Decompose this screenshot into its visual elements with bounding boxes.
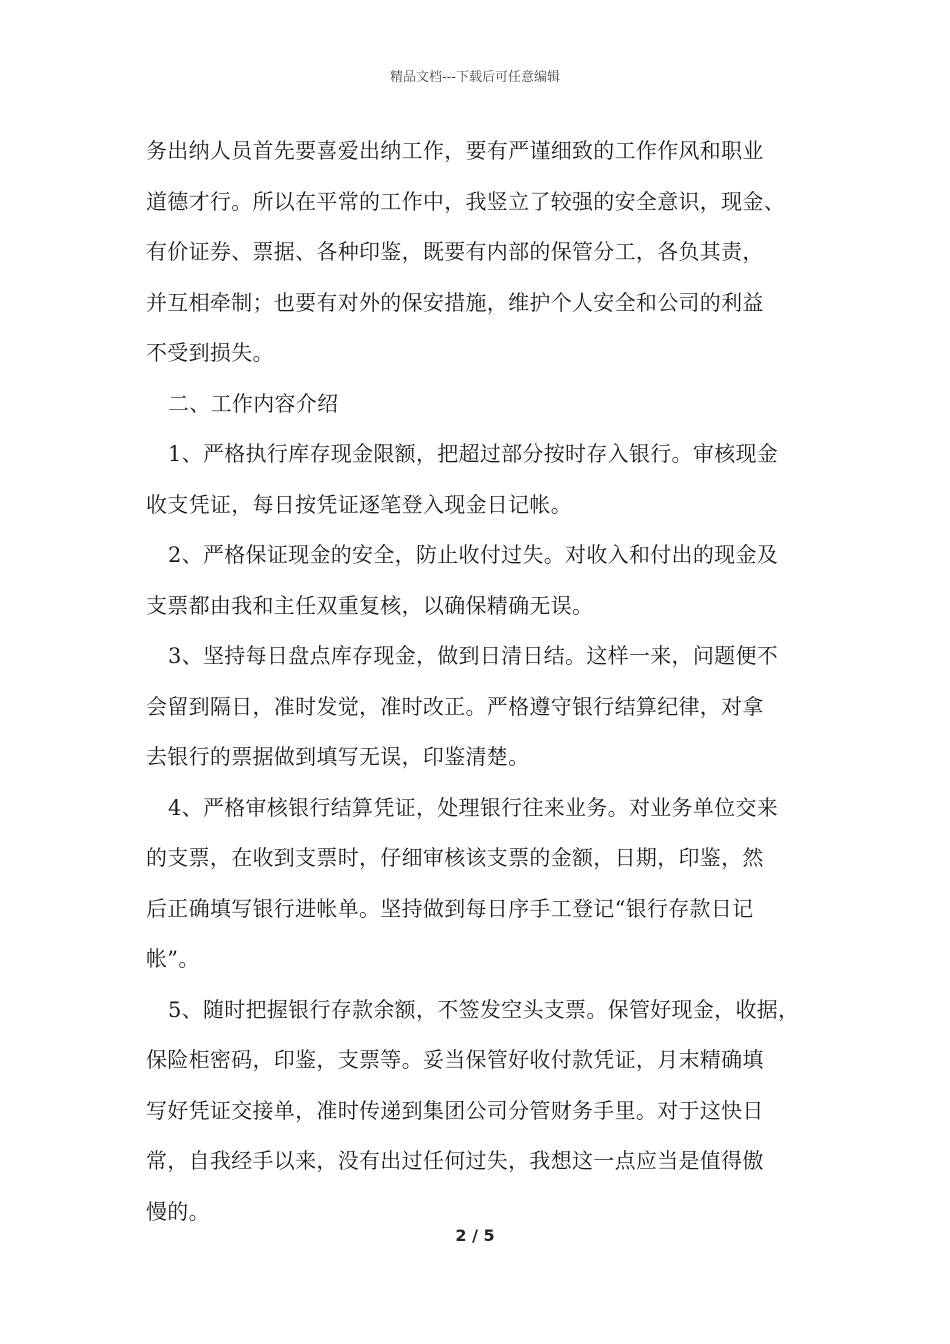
paragraph-item-5 (146, 985, 816, 1238)
text-line: 保险柜密码，印鉴，支票等。妥当保管好收付款凭证，月末精确填 (146, 1048, 764, 1072)
text-line: 1、严格执行库存现金限额，把超过部分按时存入银行。审核现金 (168, 442, 779, 466)
text-line: 3、坚持每日盘点库存现金，做到日清日结。这样一来，问题便不 (168, 644, 779, 668)
text-line: 慢的。 (146, 1199, 210, 1224)
paragraph-intro (146, 126, 816, 379)
text-line: 收支凭证，每日按凭证逐笔登入现金日记帐。 (146, 492, 572, 517)
text-line: 务出纳人员首先要喜爱出纳工作，要有严谨细致的工作作风和职业 (146, 139, 764, 163)
section-heading (146, 379, 816, 430)
text-line: 不受到损失。 (146, 341, 274, 365)
text-line: 2、严格保证现金的安全，防止收付过失。对收入和付出的现金及 (168, 543, 779, 567)
paragraph-item-4 (146, 783, 816, 985)
paragraph-item-2 (146, 530, 816, 631)
text-line: 5、随时把握银行存款余额，不签发空头支票。保管好现金，收据， (168, 997, 800, 1022)
text-line: 4、严格审核银行结算凭证，处理银行往来业务。对业务单位交来 (168, 795, 779, 820)
page-number: 2 / 5 (455, 1226, 495, 1245)
document-body (146, 126, 816, 1237)
paragraph-item-1 (146, 429, 816, 530)
text-line: 帐”。 (146, 947, 200, 971)
text-line: 支票都由我和主任双重复核，以确保精确无误。 (146, 593, 594, 618)
text-line: 后正确填写银行进帐单。坚持做到每日序手工登记“银行存款日记 (146, 896, 754, 921)
text-line: 常，自我经手以来，没有出过任何过失，我想这一点应当是值得傲 (146, 1149, 764, 1173)
text-line: 写好凭证交接单，准时传递到集团公司分管财务手里。对于这快日 (146, 1098, 764, 1123)
text-line: 去银行的票据做到填写无误，印鉴清楚。 (146, 745, 530, 769)
text-line: 道德才行。所以在平常的工作中，我竖立了较强的安全意识，现金、 (146, 189, 785, 214)
text-line: 二、工作内容介绍 (168, 391, 339, 416)
text-line: 有价证券、票据、各种印鉴，既要有内部的保管分工，各负其责， (146, 240, 764, 264)
text-line: 并互相牵制；也要有对外的保安措施，维护个人安全和公司的利益 (146, 290, 764, 315)
text-line: 的支票，在收到支票时，仔细审核该支票的金额，日期，印鉴，然 (146, 846, 764, 870)
text-line: 会留到隔日，准时发觉，准时改正。严格遵守银行结算纪律，对拿 (146, 694, 764, 719)
paragraph-item-3 (146, 631, 816, 783)
page-header: 精品文档---下载后可任意编辑 (389, 70, 561, 85)
